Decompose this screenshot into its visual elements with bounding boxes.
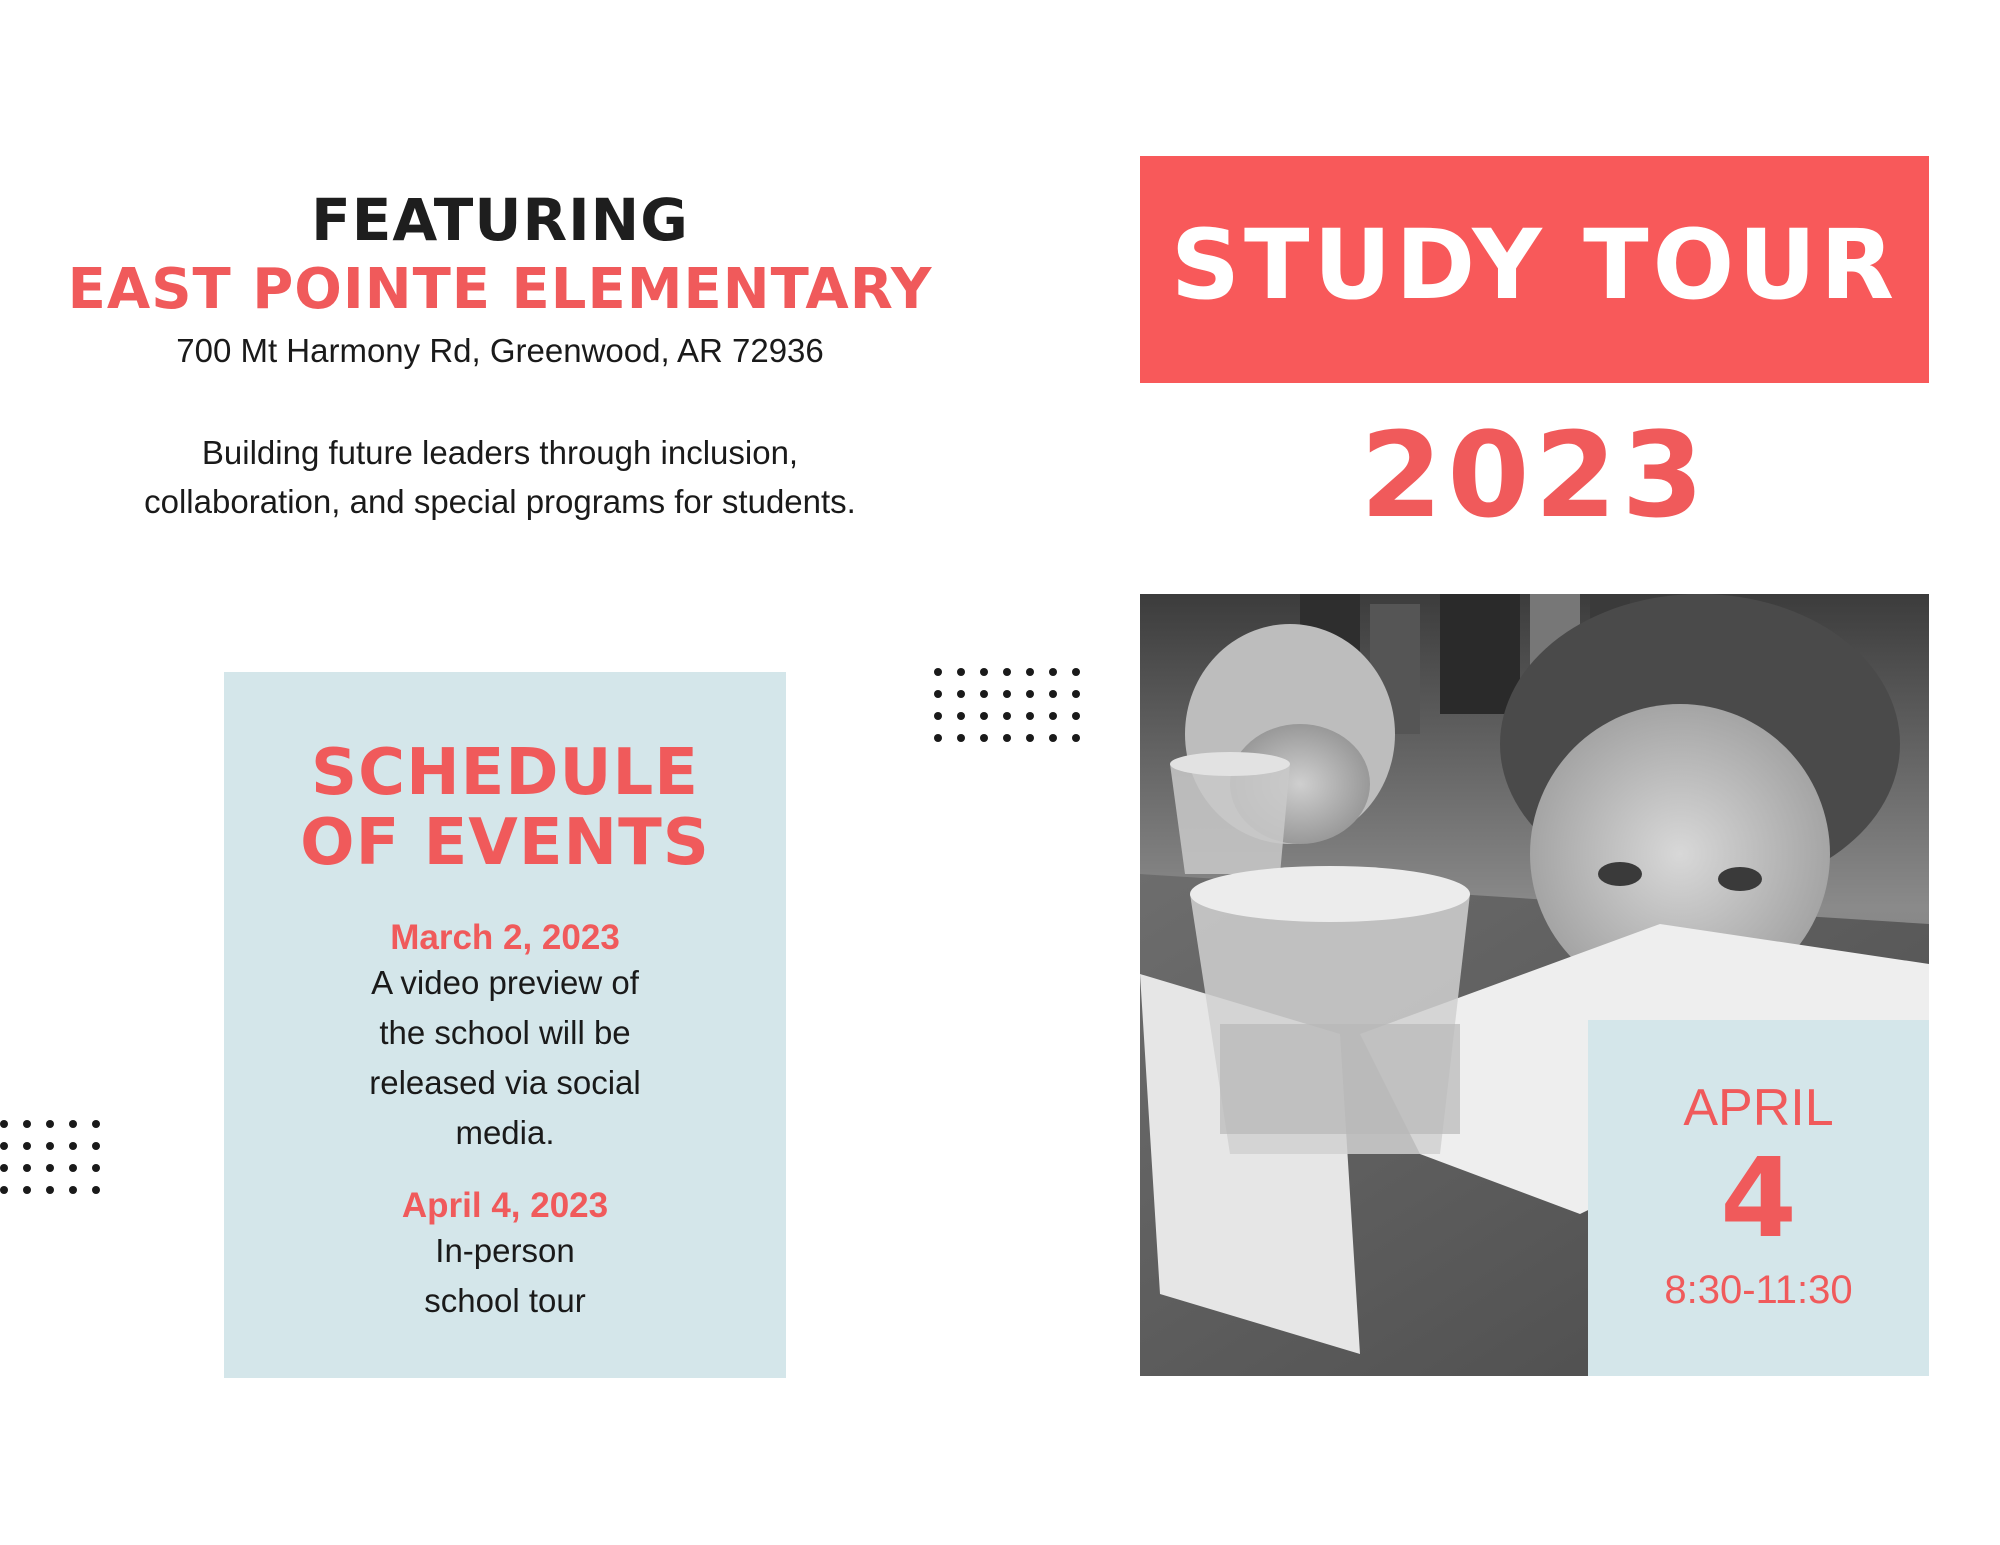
schedule-title — [224, 738, 786, 878]
event-description-line: A video preview of — [371, 964, 639, 1001]
tour-year: 2023 — [1360, 406, 1709, 544]
event-description-line: media. — [455, 1114, 555, 1151]
study-tour-banner — [1140, 156, 1929, 383]
school-tagline — [40, 428, 960, 526]
event-description — [324, 958, 686, 1158]
event-description-line: released via social — [369, 1064, 641, 1101]
schedule-card — [224, 672, 786, 1378]
event-description-line: the school will be — [379, 1014, 631, 1051]
tagline-line: Building future leaders through inclusion, — [201, 434, 799, 471]
event-time: 8:30-11:30 — [1664, 1268, 1853, 1312]
dot-grid-icon — [930, 664, 1090, 754]
schedule-title-line: SCHEDULE — [311, 736, 699, 810]
event-date-box — [1588, 1020, 1929, 1376]
school-address: 700 Mt Harmony Rd, Greenwood, AR 72936 — [176, 332, 824, 369]
featuring-label: FEATURING — [311, 186, 689, 254]
event-date: April 4, 2023 — [401, 1186, 609, 1225]
school-name: EAST POINTE ELEMENTARY — [67, 257, 933, 322]
dot-grid-icon — [0, 1116, 110, 1206]
event-description — [324, 1226, 686, 1326]
event-description-line: school tour — [424, 1282, 586, 1319]
event-description-line: In-person — [435, 1232, 575, 1269]
banner-title: STUDY TOUR — [1170, 209, 1899, 321]
event-month: APRIL — [1683, 1079, 1834, 1137]
event-date: March 2, 2023 — [390, 918, 620, 957]
schedule-title-line: OF EVENTS — [300, 806, 710, 880]
event-day: 4 — [1720, 1134, 1797, 1262]
tagline-line: collaboration, and special programs for students. — [144, 483, 856, 520]
